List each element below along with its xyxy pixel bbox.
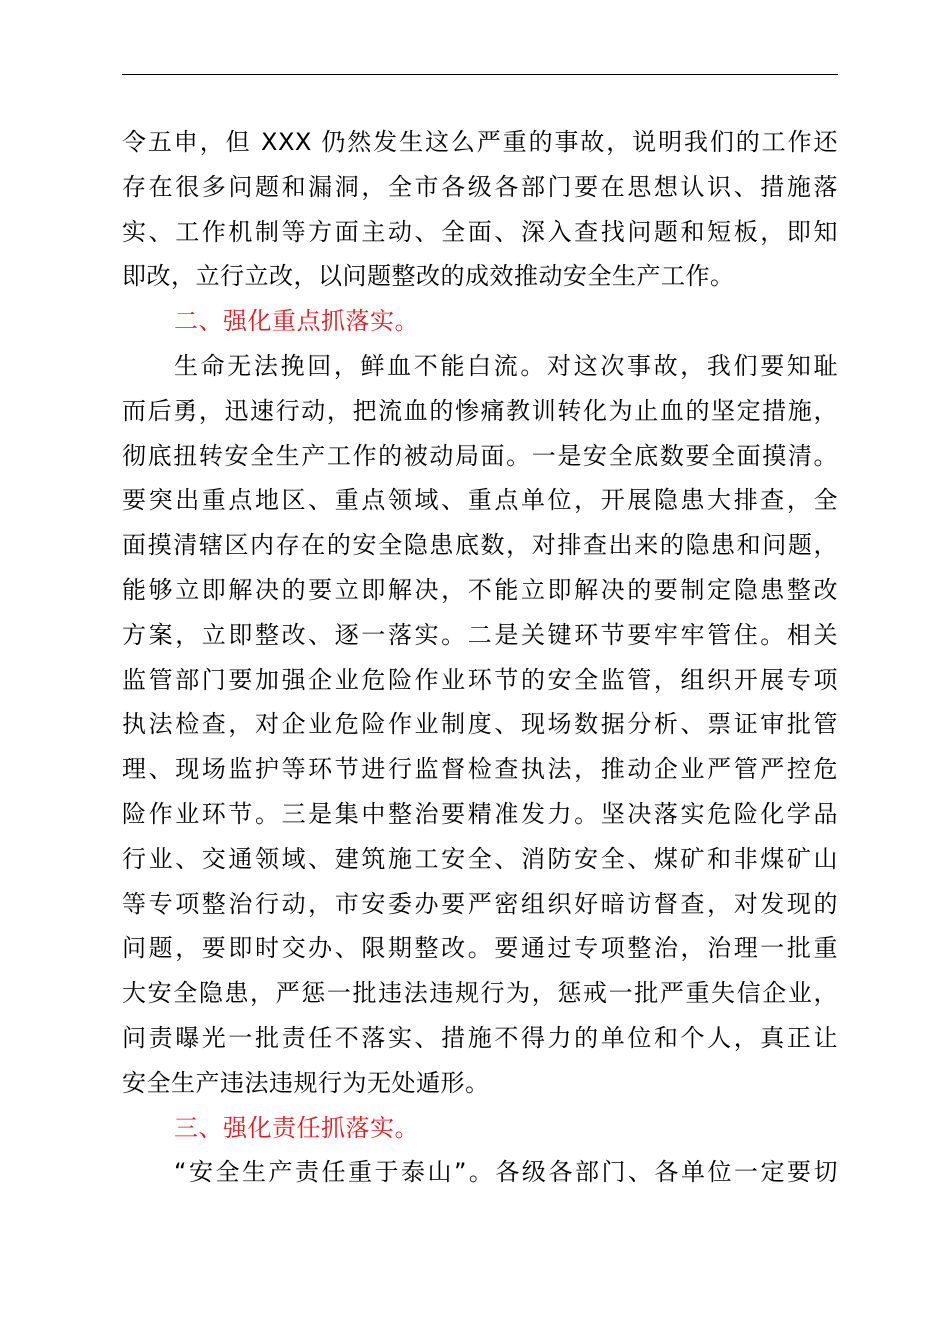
text-line: 监管部门要加强企业危险作业环节的安全监管，组织开展专项 [122, 665, 838, 694]
text-line: 等专项整治行动，市安委办要严密组织好暗访督查，对发现的 [122, 889, 838, 918]
text-line: 存在很多问题和漏洞，全市各级各部门要在思想认识、措施落 [122, 172, 838, 201]
text-line: 实、工作机制等方面主动、全面、深入查找问题和短板，即知 [122, 217, 838, 246]
text-line: 方案，立即整改、逐一落实。二是关键环节要牢牢管住。相关 [122, 620, 838, 649]
text-line: 即改，立行立改，以问题整改的成效推动安全生产工作。 [122, 262, 735, 291]
text-line: 问题，要即时交办、限期整改。要通过专项整治，治理一批重 [122, 934, 838, 963]
text-line: 生命无法挽回，鲜血不能白流。对这次事故，我们要知耻 [174, 351, 838, 380]
text-line: 理、现场监护等环节进行监督检查执法，推动企业严管严控危 [122, 755, 838, 784]
text-line: 险作业环节。三是集中整治要精准发力。坚决落实危险化学品 [122, 799, 838, 828]
text-line: 行业、交通领域、建筑施工安全、消防安全、煤矿和非煤矿山 [122, 844, 838, 873]
text-line: 要突出重点地区、重点领域、重点单位，开展隐患大排查，全 [122, 486, 838, 515]
section-heading-3: 三、强化责任抓落实。 [174, 1113, 419, 1142]
text-line: 问责曝光一批责任不落实、措施不得力的单位和个人，真正让 [122, 1023, 838, 1052]
text-line: 令五申，但 XXX 仍然发生这么严重的事故，说明我们的工作还 [122, 128, 838, 156]
text-line: 执法检查，对企业危险作业制度、现场数据分析、票证审批管 [122, 710, 838, 739]
text-line: 安全生产违法违规行为无处遁形。 [122, 1068, 490, 1097]
text-line: 能够立即解决的要立即解决，不能立即解决的要制定隐患整改 [122, 575, 838, 604]
text-line: 彻底扭转安全生产工作的被动局面。一是安全底数要全面摸清。 [122, 441, 838, 470]
text-line: 大安全隐患，严惩一批违法违规行为，惩戒一批严重失信企业， [122, 979, 838, 1008]
text-line: 面摸清辖区内存在的安全隐患底数，对排查出来的隐患和问题， [122, 531, 838, 560]
text-line: 而后勇，迅速行动，把流血的惨痛教训转化为止血的坚定措施， [122, 396, 838, 425]
text-line: “安全生产责任重于泰山”。各级各部门、各单位一定要切 [174, 1158, 838, 1187]
document-body [122, 120, 838, 1195]
header-rule [122, 74, 838, 75]
section-heading-2: 二、强化重点抓落实。 [174, 307, 419, 336]
